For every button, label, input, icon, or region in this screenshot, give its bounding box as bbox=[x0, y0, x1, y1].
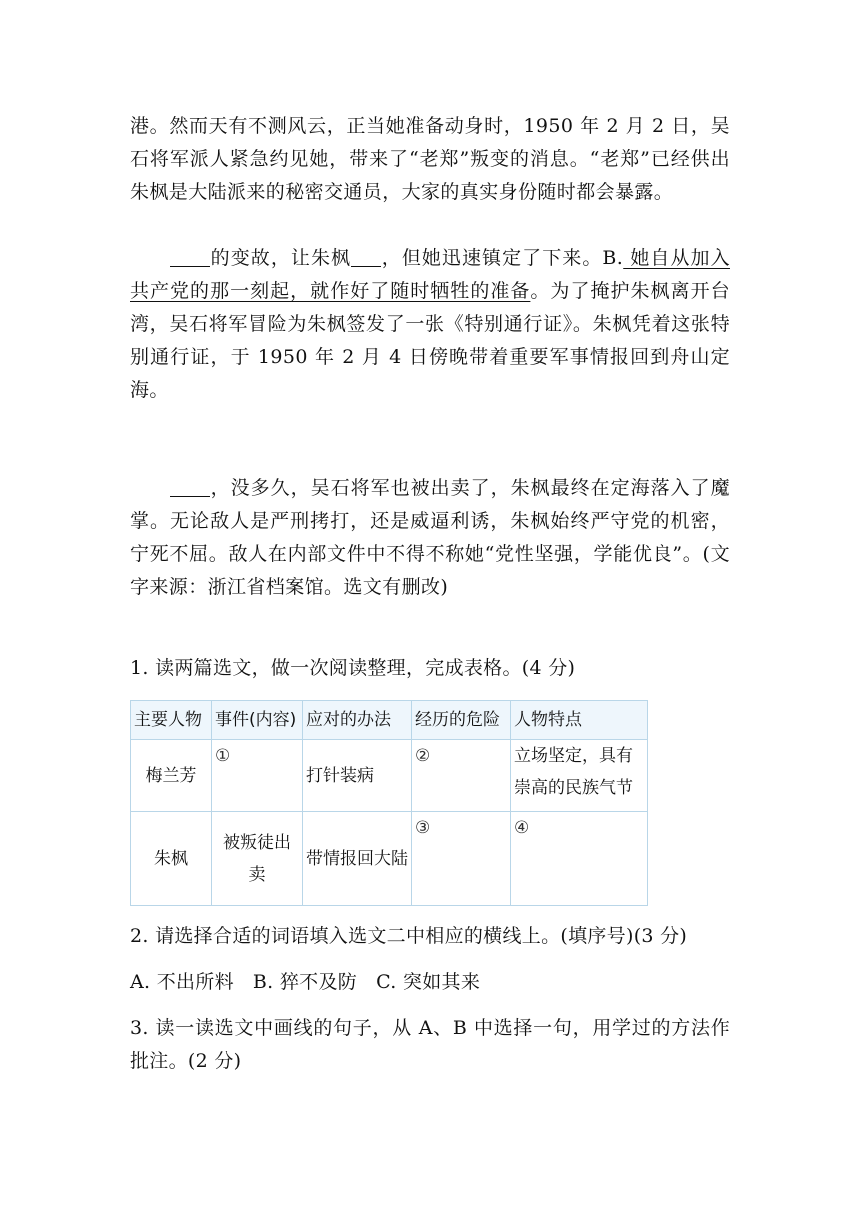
table-cell: 梅兰芳 bbox=[131, 740, 212, 812]
answer-cell[interactable]: ③ bbox=[412, 812, 511, 906]
fill-blank[interactable] bbox=[351, 247, 381, 267]
table-header-cell: 主要人物 bbox=[131, 701, 212, 740]
paragraph-text: ，但她迅速镇定了下来。 bbox=[381, 247, 603, 269]
table-header-row bbox=[131, 701, 648, 740]
sentence-label: B. bbox=[602, 247, 624, 269]
table-header-cell: 经历的危险 bbox=[412, 701, 511, 740]
question-3: 3. 读一读选文中画线的句子，从 A、B 中选择一句，用学过的方法作批注。(2 分) bbox=[130, 1017, 730, 1072]
fill-blank[interactable] bbox=[170, 477, 210, 497]
underlined-sentence: 她自从加入共产党的那一刻起，就作好了随时牺牲的准备 bbox=[130, 247, 730, 302]
answer-cell[interactable]: ② bbox=[412, 740, 511, 812]
question-1: 1. 读两篇选文，做一次阅读整理，完成表格。(4 分) bbox=[130, 657, 576, 679]
table-header-cell: 事件(内容) bbox=[212, 701, 303, 740]
table-header-cell: 应对的办法 bbox=[303, 701, 412, 740]
table-header-cell: 人物特点 bbox=[511, 701, 648, 740]
paragraph-text: 。为了掩护朱枫离开台湾，吴石将军冒险为朱枫签发了一张《特别通行证》。朱枫凭着这张特别通行证，于 1950 年 2 月 4 日傍晚带着重要军事情报回到舟山定海。 bbox=[130, 280, 730, 401]
answer-cell[interactable]: ④ bbox=[511, 812, 648, 906]
reading-table bbox=[130, 700, 648, 906]
question-2: 2. 请选择合适的词语填入选文二中相应的横线上。(填序号)(3 分) bbox=[130, 925, 688, 947]
paragraph-text: 的变故，让朱枫 bbox=[210, 247, 352, 269]
passage-paragraph-1: 港。然而天有不测风云，正当她准备动身时，1950 年 2 月 2 日，吴石将军派人紧急约见她，带来了“老郑”叛变的消息。“老郑”已经供出朱枫是大陆派来的秘密交通员，大家的真实身份随时都会暴露。 bbox=[130, 115, 730, 203]
passage-paragraph-2 bbox=[130, 242, 730, 407]
table-cell: 打针装病 bbox=[303, 740, 412, 812]
paragraph-text: ，没多久，吴石将军也被出卖了，朱枫最终在定海落入了魔掌。无论敌人是严刑拷打，还是威逼利诱，朱枫始终严守党的机密，宁死不屈。敌人在内部文件中不得不称她“党性坚强，学能优良”。(文字来源：浙江省档案馆。选文有删改) bbox=[130, 477, 730, 598]
passage-paragraph-3 bbox=[130, 472, 730, 604]
table-row bbox=[131, 740, 648, 812]
table-row bbox=[131, 812, 648, 906]
fill-blank[interactable] bbox=[170, 247, 210, 267]
answer-cell[interactable]: ① bbox=[212, 740, 303, 812]
table-cell: 朱枫 bbox=[131, 812, 212, 906]
table-cell: 带情报回大陆 bbox=[303, 812, 412, 906]
table-cell: 立场坚定，具有崇高的民族气节 bbox=[511, 740, 648, 812]
table-cell: 被叛徒出卖 bbox=[212, 812, 303, 906]
question-2-options: A. 不出所料 B. 猝不及防 C. 突如其来 bbox=[130, 971, 481, 993]
